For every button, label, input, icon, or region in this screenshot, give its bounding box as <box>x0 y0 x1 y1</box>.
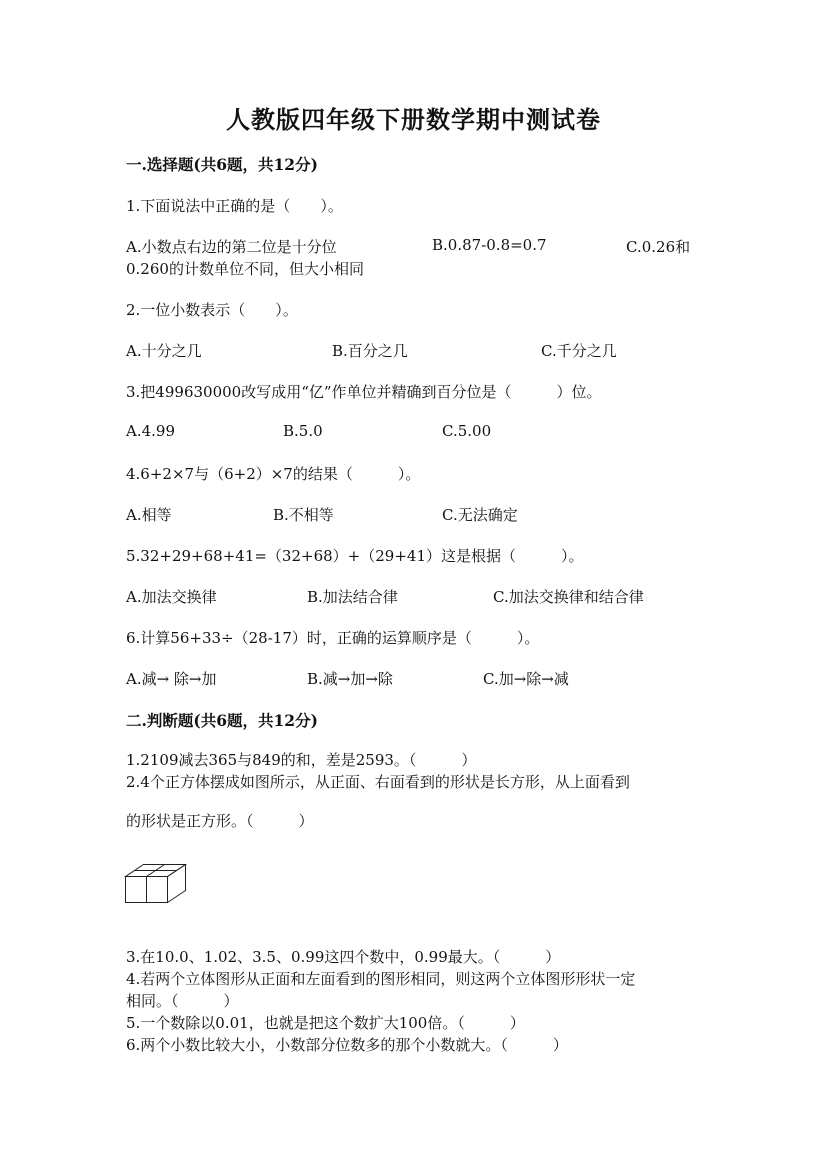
judgement-1: 1.2109减去365与849的和，差是2593。（ ） <box>126 751 477 769</box>
section-heading-judgement: 二.判断题(共6题，共12分) <box>126 711 318 730</box>
q4-option-b: B.不相等 <box>273 506 334 524</box>
question-3: 3.把499630000改写成用“亿”作单位并精确到百分位是（ ）位。 <box>126 383 602 401</box>
judgement-2-line2: 的形状是正方形。（ ） <box>126 812 314 830</box>
question-4: 4.6+2×7与（6+2）×7的结果（ ）。 <box>126 465 421 483</box>
q6-option-c: C.加→除→减 <box>483 670 569 688</box>
judgement-5: 5.一个数除以0.01，也就是把这个数扩大100倍。（ ） <box>126 1014 525 1032</box>
q6-option-a: A.减→ 除→加 <box>126 670 217 688</box>
judgement-4-line2: 相同。（ ） <box>126 992 239 1010</box>
question-5: 5.32+29+68+41=（32+68）+（29+41）这是根据（ ）。 <box>126 547 584 565</box>
q2-option-c: C.千分之几 <box>541 342 617 360</box>
judgement-2-line1: 2.4个正方体摆成如图所示，从正面、右面看到的形状是长方形，从上面看到 <box>126 773 630 791</box>
q1-option-c: C.0.26和 <box>626 238 691 256</box>
judgement-4-line1: 4.若两个立体图形从正面和左面看到的图形相同，则这两个立体图形形状一定 <box>126 970 636 988</box>
section-heading-choice: 一.选择题(共6题，共12分) <box>126 155 318 174</box>
q2-option-b: B.百分之几 <box>332 342 408 360</box>
four-cubes-figure-icon <box>124 863 188 905</box>
page-title: 人教版四年级下册数学期中测试卷 <box>226 105 601 134</box>
judgement-6: 6.两个小数比较大小，小数部分位数多的那个小数就大。（ ） <box>126 1036 568 1054</box>
q5-option-c: C.加法交换律和结合律 <box>493 588 644 606</box>
q5-option-b: B.加法结合律 <box>307 588 398 606</box>
q3-option-a: A.4.99 <box>126 422 175 440</box>
q6-option-b: B.减→加→除 <box>307 670 393 688</box>
q5-option-a: A.加法交换律 <box>126 588 217 606</box>
q4-option-c: C.无法确定 <box>442 506 518 524</box>
question-2: 2.一位小数表示（ ）。 <box>126 301 298 319</box>
q1-option-b: B.0.87-0.8=0.7 <box>432 236 547 254</box>
question-1: 1.下面说法中正确的是（ ）。 <box>126 197 343 215</box>
judgement-3: 3.在10.0、1.02、3.5、0.99这四个数中，0.99最大。（ ） <box>126 948 561 966</box>
question-6: 6.计算56+33÷（28-17）时，正确的运算顺序是（ ）。 <box>126 629 540 647</box>
q3-option-c: C.5.00 <box>442 422 492 440</box>
q4-option-a: A.相等 <box>126 506 172 524</box>
q1-option-a: A.小数点右边的第二位是十分位 <box>126 238 337 256</box>
q1-option-c-continuation: 0.260的计数单位不同，但大小相同 <box>126 260 364 278</box>
q2-option-a: A.十分之几 <box>126 342 202 360</box>
q3-option-b: B.5.0 <box>283 422 323 440</box>
